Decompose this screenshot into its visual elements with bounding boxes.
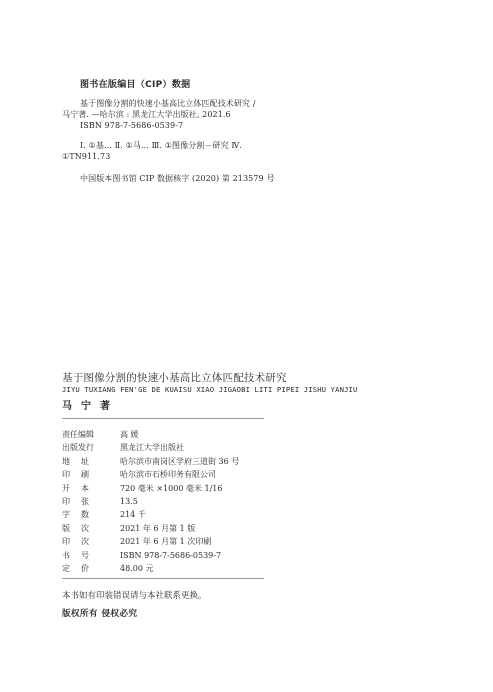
info-value: 214 千 bbox=[120, 510, 146, 520]
top-divider bbox=[62, 418, 264, 419]
info-row-format bbox=[62, 482, 239, 495]
info-label: 书号 bbox=[62, 550, 100, 560]
copyright-notice: 版权所有 侵权必究 bbox=[62, 609, 138, 619]
replacement-notice: 本书如有印装错误请与本社联系更换。 bbox=[62, 591, 207, 601]
info-row-address bbox=[62, 455, 239, 468]
info-label: 印张 bbox=[62, 496, 100, 506]
info-row-printing bbox=[62, 535, 239, 548]
book-title: 基于图像分割的快速小基高比立体匹配技术研究 bbox=[62, 372, 287, 384]
publication-info bbox=[62, 428, 239, 575]
info-row-printer bbox=[62, 468, 239, 481]
info-value: 13.5 bbox=[120, 496, 138, 506]
info-label: 印次 bbox=[62, 537, 100, 547]
cip-number-line: 中国版本图书馆 CIP 数据核字 (2020) 第 213579 号 bbox=[80, 174, 275, 183]
info-label: 出版发行 bbox=[62, 443, 94, 453]
info-label: 印刷 bbox=[62, 470, 100, 480]
info-row-sheets bbox=[62, 495, 239, 508]
info-label: 地址 bbox=[62, 456, 100, 466]
info-value: 2021 年 6 月第 1 次印刷 bbox=[120, 537, 212, 547]
cip-heading: 图书在版编目（CIP）数据 bbox=[80, 80, 191, 90]
info-row-isbn bbox=[62, 549, 239, 562]
info-value: 哈尔滨市石桥印务有限公司 bbox=[120, 470, 216, 480]
info-row-publisher bbox=[62, 441, 239, 454]
cip-subject-line: Ⅰ. ①基… Ⅱ. ①马… Ⅲ. ①图像分割－研究 Ⅳ. bbox=[80, 141, 243, 150]
cip-title-line: 基于图像分割的快速小基高比立体匹配技术研究 / bbox=[80, 99, 256, 108]
cip-isbn-line: ISBN 978-7-5686-0539-7 bbox=[80, 121, 184, 130]
book-author: 马宁著 bbox=[62, 401, 119, 412]
info-label: 版次 bbox=[62, 523, 100, 533]
info-row-wordcount bbox=[62, 508, 239, 521]
info-label: 开本 bbox=[62, 483, 100, 493]
cip-publisher-line: 马宁著. —哈尔滨 : 黑龙江大学出版社, 2021.6 bbox=[62, 110, 231, 119]
info-value: 48.00 元 bbox=[120, 563, 154, 573]
info-row-edition bbox=[62, 522, 239, 535]
cip-class-line: ①TN911.73 bbox=[62, 152, 111, 161]
info-row-editor bbox=[62, 428, 239, 441]
info-value: 哈尔滨市南岗区学府三道街 36 号 bbox=[120, 456, 240, 466]
info-value: 2021 年 6 月第 1 版 bbox=[120, 523, 196, 533]
book-title-pinyin: JIYU TUXIANG FEN'GE DE KUAISU XIAO JIGAOBI LITI PIPEI JISHU YANJIU bbox=[62, 385, 358, 394]
info-label: 字数 bbox=[62, 510, 100, 520]
info-label: 责任编辑 bbox=[62, 430, 94, 439]
info-label: 定价 bbox=[62, 563, 100, 573]
info-row-price bbox=[62, 562, 239, 575]
info-value: ISBN 978-7-5686-0539-7 bbox=[120, 550, 222, 560]
info-value: 720 毫米 ×1000 毫米 1/16 bbox=[120, 483, 223, 493]
info-value: 高 媛 bbox=[120, 430, 139, 439]
bottom-divider bbox=[62, 578, 264, 579]
info-value: 黑龙江大学出版社 bbox=[120, 443, 184, 453]
